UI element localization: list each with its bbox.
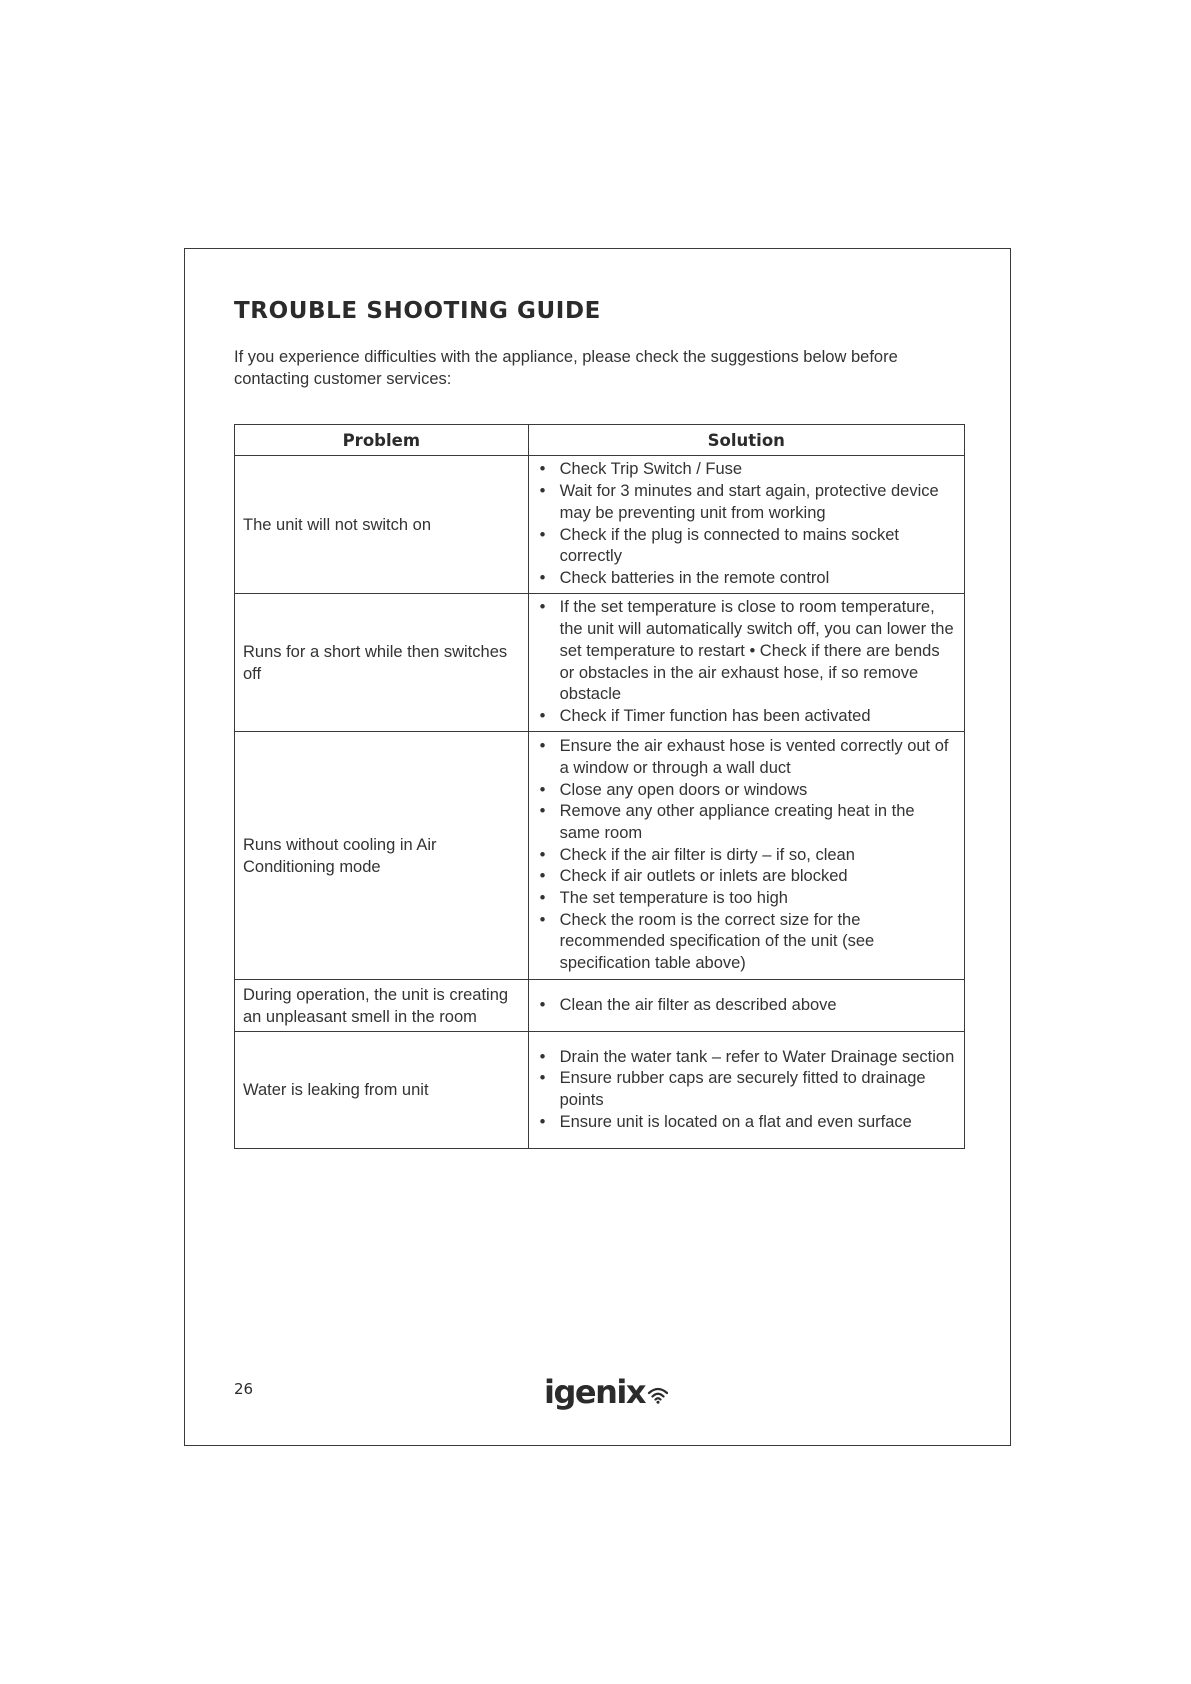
table-row — [235, 456, 965, 594]
bullet-glyph: • — [539, 910, 546, 929]
bullet-glyph: • — [539, 867, 546, 886]
table-row — [235, 594, 965, 732]
bullet-glyph: • — [539, 995, 546, 1014]
table-row — [235, 732, 965, 980]
solution-list — [535, 597, 958, 727]
troubleshooting-table — [234, 424, 965, 1149]
table-header-row — [235, 425, 965, 456]
solution-cell — [528, 980, 964, 1032]
page-title: TROUBLE SHOOTING GUIDE — [234, 298, 601, 324]
bullet-glyph: • — [539, 525, 546, 544]
bullet-glyph: • — [539, 802, 546, 821]
bullet-glyph: • — [539, 780, 546, 799]
bullet-glyph: • — [539, 598, 546, 617]
solution-item: • Clean the air filter as described above — [535, 995, 958, 1017]
bullet-glyph: • — [539, 889, 546, 908]
solution-item: • Check Trip Switch / Fuse — [535, 459, 958, 481]
problem-column-header: Problem — [235, 425, 529, 456]
page-number: 26 — [234, 1380, 254, 1398]
solution-cell — [528, 1032, 964, 1149]
table-row — [235, 1032, 965, 1149]
intro-paragraph: If you experience difficulties with the appliance, please check the suggestions below before contacting customer services: — [234, 348, 898, 388]
solution-item: • Ensure the air exhaust hose is vented correctly out of a window or through a wall duct — [539, 737, 949, 777]
table-row — [235, 980, 965, 1032]
problem-cell: The unit will not switch on — [235, 456, 529, 594]
problem-cell: During operation, the unit is creating an unpleasant smell in the room — [235, 980, 529, 1032]
problem-cell: Runs for a short while then switches off — [235, 594, 529, 732]
solution-item: • Ensure unit is located on a flat and even surface — [535, 1112, 958, 1134]
solution-list — [535, 1047, 958, 1134]
solution-item: • Ensure rubber caps are securely fitted to drainage points — [539, 1069, 926, 1109]
problem-cell: Water is leaking from unit — [235, 1032, 529, 1149]
bullet-glyph: • — [539, 1047, 546, 1066]
solution-item: • Check if the air filter is dirty – if so, clean — [535, 845, 958, 867]
solution-cell — [528, 594, 964, 732]
solution-column-header: Solution — [528, 425, 964, 456]
bullet-glyph: • — [539, 706, 546, 725]
solution-cell — [528, 732, 964, 980]
brand-wordmark: igenix — [544, 1373, 645, 1411]
wifi-icon — [647, 1386, 669, 1404]
solution-item: • If the set temperature is close to room temperature, the unit will automatically switch off, you can lower the set temperature to restart • Check if there are bends or obstacles in the air exhaust hose, if so remove obstacle — [539, 598, 954, 704]
bullet-glyph: • — [539, 482, 546, 501]
problem-cell: Runs without cooling in Air Conditioning mode — [235, 732, 529, 980]
solution-list — [535, 736, 958, 975]
solution-cell — [528, 456, 964, 594]
solution-item: • Check if air outlets or inlets are blocked — [535, 866, 958, 888]
solution-item: • Check the room is the correct size for the recommended specification of the unit (see specification table above) — [539, 910, 875, 973]
solution-list — [535, 459, 958, 589]
solution-list — [535, 995, 958, 1017]
solution-item: • Close any open doors or windows — [535, 780, 958, 802]
bullet-glyph: • — [539, 1069, 546, 1088]
solution-item: • Check batteries in the remote control — [535, 568, 958, 590]
solution-item: • The set temperature is too high — [535, 888, 958, 910]
solution-item: • Wait for 3 minutes and start again, protective device may be preventing unit from working — [539, 482, 939, 522]
bullet-glyph: • — [539, 460, 546, 479]
solution-item: • Check if Timer function has been activated — [535, 706, 958, 728]
solution-item: • Drain the water tank – refer to Water Drainage section — [535, 1047, 958, 1069]
bullet-glyph: • — [539, 568, 546, 587]
solution-item: • Check if the plug is connected to mains socket correctly — [539, 525, 899, 566]
bullet-glyph: • — [539, 845, 546, 864]
solution-item: • Remove any other appliance creating heat in the same room — [539, 802, 915, 842]
bullet-glyph: • — [539, 737, 546, 756]
brand-logo — [544, 1374, 669, 1410]
bullet-glyph: • — [539, 1112, 546, 1131]
